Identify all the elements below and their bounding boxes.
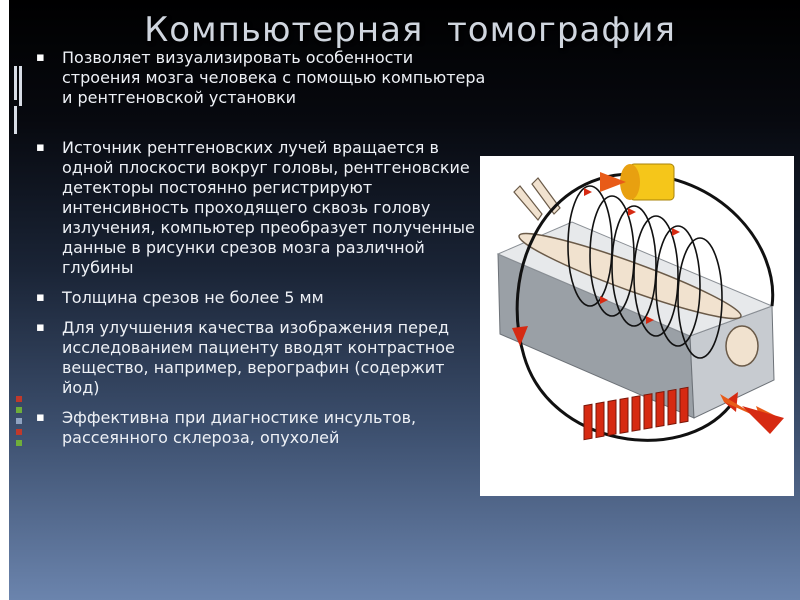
bullet-item: [36, 138, 486, 278]
bullet-item: [36, 288, 486, 308]
bullet-text: Источник рентгеновских лучей вращается в одной плоскости вокруг головы, рентгеновские детекторы постоянно регистрируют интенсивность проходящего сквозь голову излучения, компьютер преобразует полученные данные в рисунки срезов мозга различной глубины: [62, 138, 475, 277]
bullet-icon: ▪: [36, 140, 45, 155]
ct-scanner-illustration: [480, 156, 794, 496]
bullet-icon: ▪: [36, 320, 45, 335]
decorative-squares: [16, 396, 24, 451]
decorative-stripes: [14, 66, 28, 134]
bullet-text: Для улучшения качества изображения перед исследованием пациенту вводят контрастное вещество, например, верографин (содержит йод): [62, 318, 455, 397]
ct-scanner-drawing: [480, 156, 794, 496]
bullet-text: Позволяет визуализировать особенности строения мозга человека с помощью компьютера и рентгеновской установки: [62, 48, 486, 107]
bullet-item: [36, 408, 486, 448]
left-accent-bar: [0, 0, 9, 600]
bullet-text: Эффективна при диагностике инсультов, рассеянного склероза, опухолей: [62, 408, 417, 447]
bullet-icon: ▪: [36, 50, 45, 65]
bullet-list: [36, 48, 486, 458]
bullet-text: Толщина срезов не более 5 мм: [62, 288, 324, 307]
bullet-icon: ▪: [36, 290, 45, 305]
bullet-item: [36, 48, 486, 108]
bullet-icon: ▪: [36, 410, 45, 425]
slide-title: Компьютерная томография: [144, 10, 676, 50]
bullet-item: [36, 318, 486, 398]
